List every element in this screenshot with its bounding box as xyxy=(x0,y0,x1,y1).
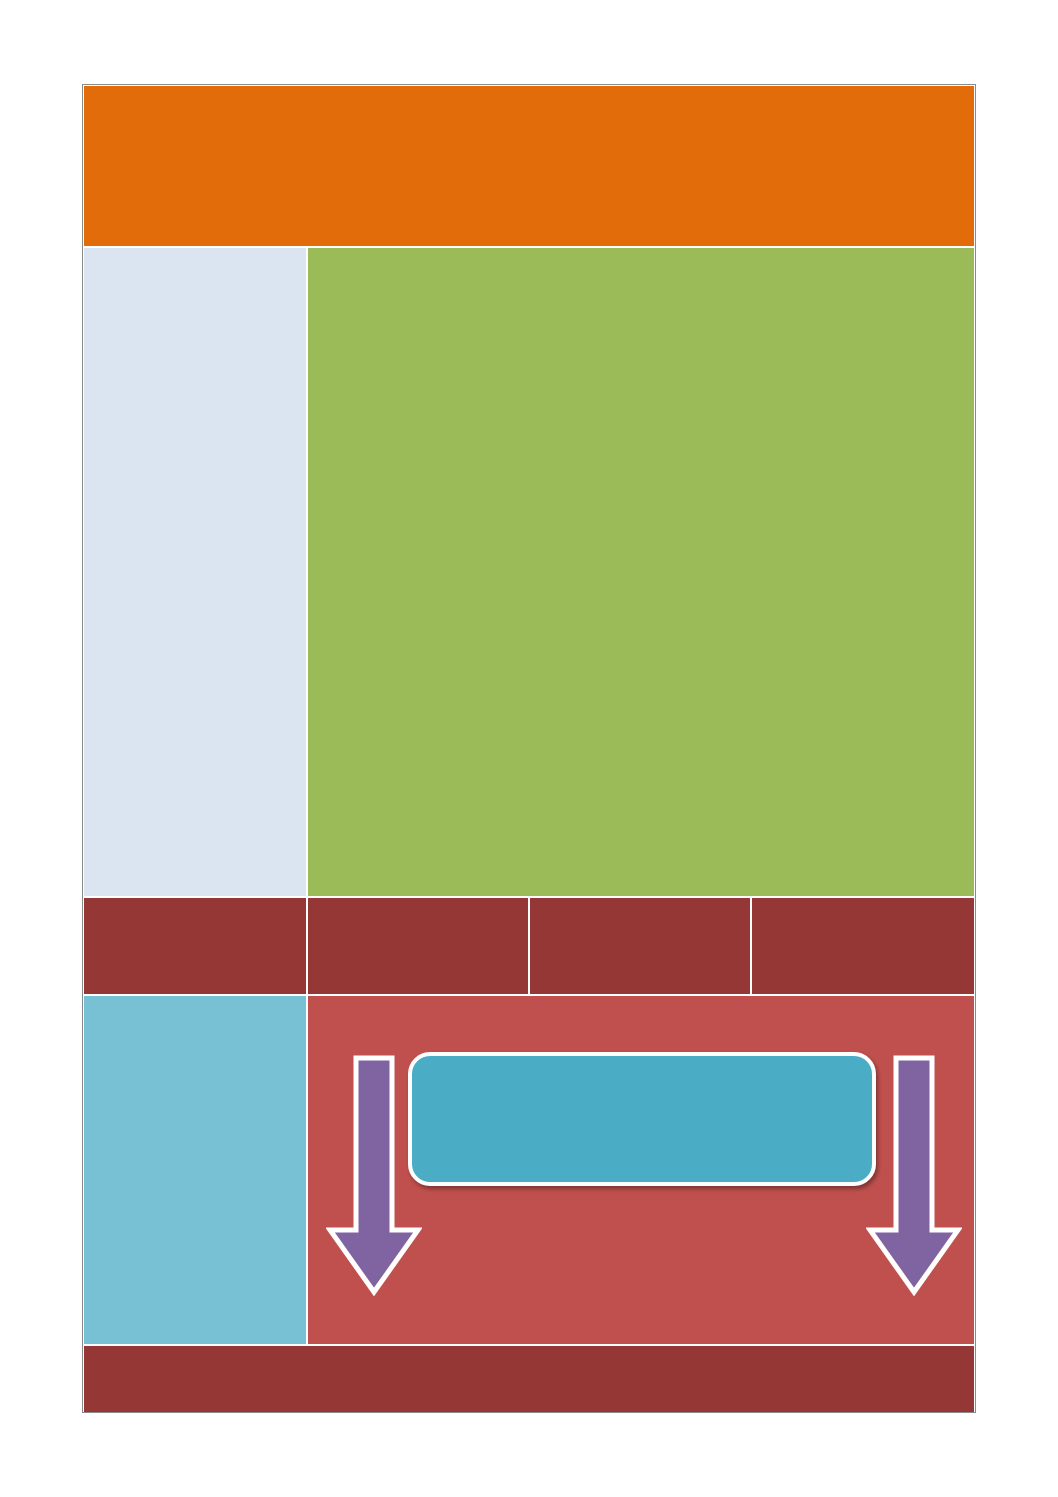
side-panel-blue xyxy=(84,996,306,1344)
page-border-left xyxy=(40,82,84,1416)
empty-cell xyxy=(752,898,974,994)
page-border-top xyxy=(40,38,1020,82)
empty-cell xyxy=(530,898,750,994)
footer-bar xyxy=(84,1346,974,1412)
year-value-cell xyxy=(84,898,306,994)
page-border-right xyxy=(976,82,1020,1416)
side-panel-pale xyxy=(84,248,306,896)
down-arrow-icon xyxy=(866,1054,962,1298)
slogan-banner xyxy=(408,1052,876,1186)
year-label-cell xyxy=(308,898,528,994)
page-border-bottom xyxy=(40,1416,1020,1460)
header-banner xyxy=(84,86,974,246)
main-panel xyxy=(308,248,974,896)
